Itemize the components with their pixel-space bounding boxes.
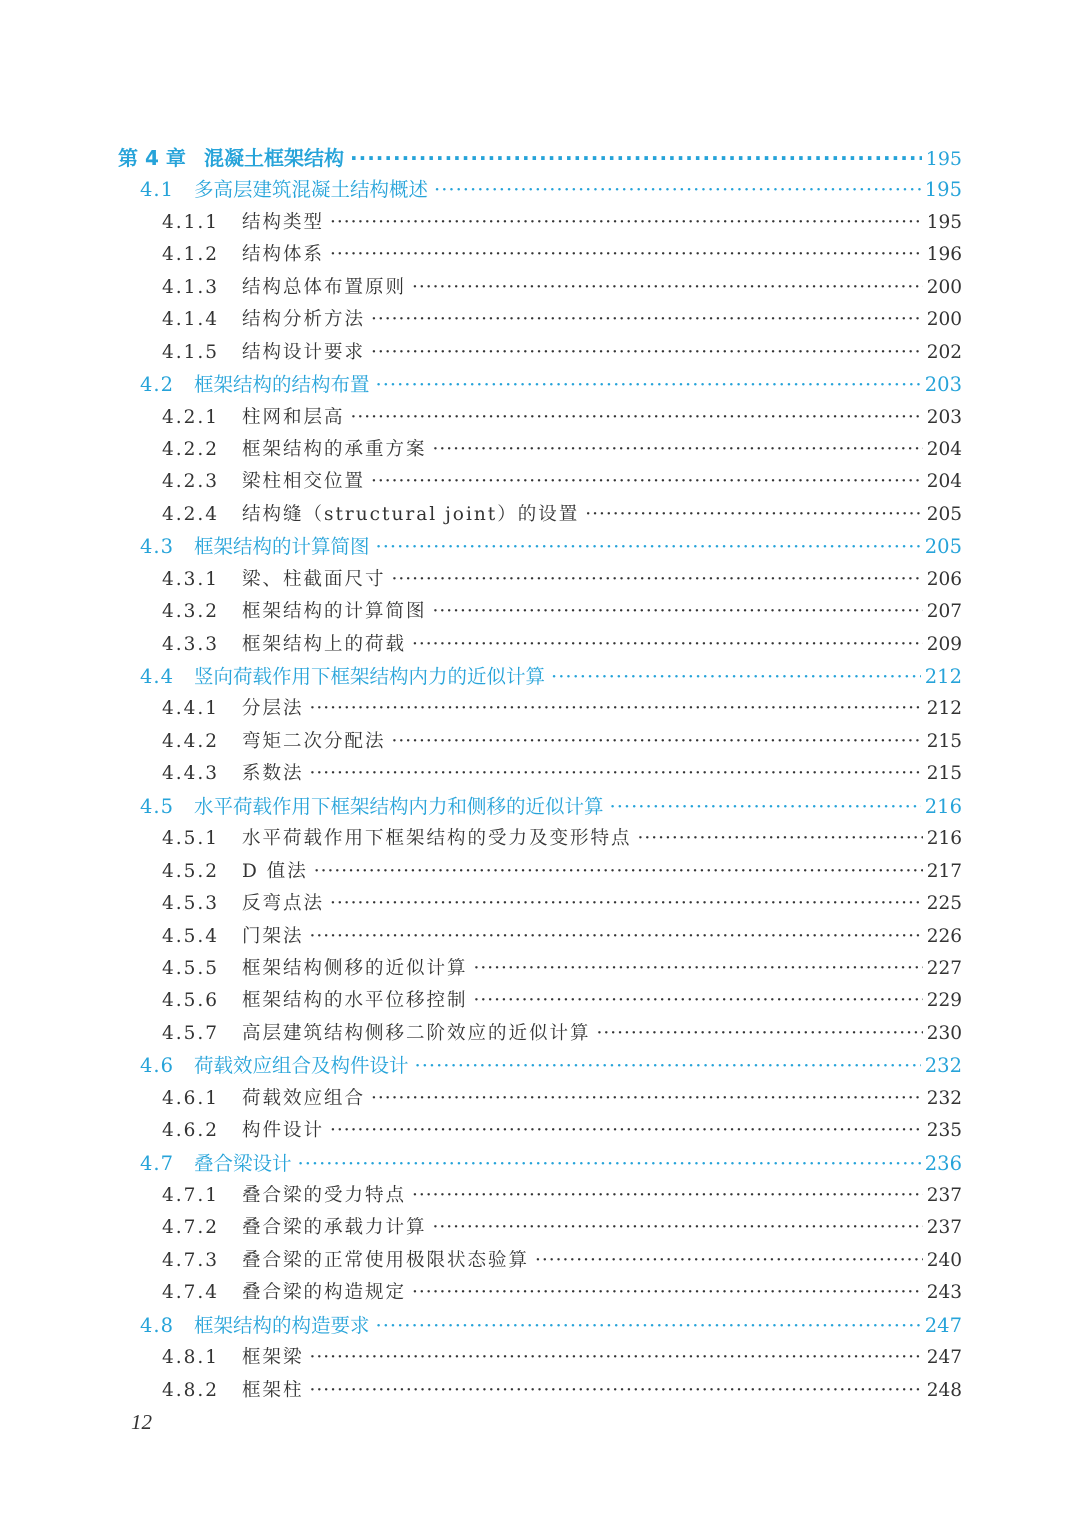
toc-entry-title: 反弯点法 bbox=[242, 893, 325, 915]
toc-entry-page: 236 bbox=[924, 1151, 962, 1175]
toc-entry-sub[interactable] bbox=[118, 1083, 962, 1115]
toc-entry-page: 202 bbox=[926, 341, 962, 363]
dot-leader bbox=[412, 272, 923, 304]
toc-entry-title: 分层法 bbox=[242, 698, 304, 720]
toc-entry-number: 4.4.2 bbox=[162, 730, 220, 752]
toc-entry-section[interactable] bbox=[118, 369, 962, 401]
toc-entry-number: 4.4 bbox=[140, 665, 175, 688]
toc-entry-title: 框架结构侧移的近似计算 bbox=[242, 957, 468, 979]
dot-leader bbox=[298, 1148, 921, 1180]
toc-entry-page: 203 bbox=[924, 373, 962, 397]
dot-leader bbox=[351, 402, 923, 434]
toc-entry-number: 4.3 bbox=[140, 535, 175, 559]
toc-entry-title: 结构体系 bbox=[242, 244, 325, 266]
dot-leader bbox=[415, 1050, 921, 1082]
dot-leader bbox=[392, 564, 923, 596]
toc-entry-title: 荷载效应组合 bbox=[242, 1087, 366, 1109]
toc-entry-sub[interactable] bbox=[118, 629, 962, 661]
toc-entry-page: 230 bbox=[926, 1022, 962, 1044]
toc-entry-number: 4.1 bbox=[140, 178, 175, 202]
toc-entry-title: 荷载效应组合及构件设计 bbox=[194, 1054, 409, 1078]
dot-leader bbox=[310, 758, 923, 790]
toc-entry-number: 4.1.2 bbox=[162, 244, 220, 266]
toc-entry-section[interactable] bbox=[118, 661, 962, 693]
toc-entry-number: 4.8 bbox=[140, 1313, 175, 1337]
toc-entry-section[interactable] bbox=[118, 791, 962, 823]
toc-entry-title: 系数法 bbox=[242, 763, 304, 785]
toc-entry-title: 框架柱 bbox=[242, 1379, 304, 1401]
toc-entry-sub[interactable] bbox=[118, 1277, 962, 1309]
toc-entry-page: 217 bbox=[926, 860, 962, 882]
dot-leader bbox=[330, 1115, 923, 1147]
toc-entry-title: 梁、柱截面尺寸 bbox=[242, 568, 386, 590]
toc-entry-number: 4.2 bbox=[140, 373, 175, 397]
toc-entry-sub[interactable] bbox=[118, 726, 962, 758]
toc-entry-sub[interactable] bbox=[118, 239, 962, 271]
toc-entry-section[interactable] bbox=[118, 1148, 962, 1180]
toc-entry-page: 204 bbox=[926, 438, 962, 460]
toc-entry-sub[interactable] bbox=[118, 1342, 962, 1374]
toc-entry-number: 4.2.4 bbox=[162, 503, 220, 525]
toc-entry-title: 多高层建筑混凝土结构概述 bbox=[194, 178, 429, 202]
dot-leader bbox=[371, 337, 923, 369]
toc-entry-page: 196 bbox=[926, 244, 962, 266]
toc-entry-number: 4.1.5 bbox=[162, 341, 220, 363]
toc-entry-title: 叠合梁的构造规定 bbox=[242, 1282, 407, 1304]
toc-entry-sub[interactable] bbox=[118, 1180, 962, 1212]
dot-leader bbox=[551, 661, 921, 693]
toc-entry-chapter[interactable] bbox=[118, 142, 962, 174]
toc-entry-title: 水平荷载作用下框架结构的受力及变形特点 bbox=[242, 828, 632, 850]
dot-leader bbox=[330, 239, 923, 271]
dot-leader bbox=[433, 596, 923, 628]
toc-entry-number: 4.8.2 bbox=[162, 1379, 220, 1401]
page-number: 12 bbox=[131, 1410, 152, 1434]
toc-entry-number: 4.1.3 bbox=[162, 276, 220, 298]
toc-entry-page: 195 bbox=[926, 211, 962, 233]
dot-leader bbox=[330, 888, 923, 920]
toc-entry-number: 4.4.3 bbox=[162, 763, 220, 785]
toc-entry-number: 4.6 bbox=[140, 1054, 175, 1078]
dot-leader bbox=[310, 921, 923, 953]
toc-entry-title: 框架结构的计算简图 bbox=[242, 601, 427, 623]
toc-entry-page: 237 bbox=[926, 1217, 962, 1239]
toc-entry-number: 4.7.4 bbox=[162, 1282, 220, 1304]
dot-leader bbox=[585, 499, 922, 531]
toc-entry-page: 229 bbox=[926, 990, 962, 1012]
toc-entry-title: 框架结构的计算简图 bbox=[194, 535, 370, 559]
toc-entry-sub[interactable] bbox=[118, 888, 962, 920]
toc-entry-page: 195 bbox=[925, 148, 962, 170]
toc-entry-title: 叠合梁的承载力计算 bbox=[242, 1217, 427, 1239]
toc-entry-sub[interactable] bbox=[118, 272, 962, 304]
toc-entry-title: D 值法 bbox=[242, 860, 308, 882]
toc-entry-title: 柱网和层高 bbox=[242, 406, 345, 428]
toc-entry-page: 247 bbox=[926, 1347, 962, 1369]
toc-entry-title: 构件设计 bbox=[242, 1120, 325, 1142]
toc-entry-number: 4.5 bbox=[140, 794, 175, 818]
toc-entry-title: 梁柱相交位置 bbox=[242, 471, 366, 493]
toc-entry-title: 高层建筑结构侧移二阶效应的近似计算 bbox=[242, 1022, 591, 1044]
toc-entry-sub[interactable] bbox=[118, 499, 962, 531]
toc-entry-page: 248 bbox=[926, 1379, 962, 1401]
dot-leader bbox=[310, 693, 923, 725]
dot-leader bbox=[371, 466, 923, 498]
toc-entry-number: 第 4 章 bbox=[118, 146, 186, 170]
toc-entry-page: 232 bbox=[924, 1054, 962, 1078]
toc-entry-page: 209 bbox=[926, 633, 962, 655]
toc-entry-page: 206 bbox=[926, 568, 962, 590]
toc-entry-title: 结构类型 bbox=[242, 211, 325, 233]
toc-entry-number: 4.6.2 bbox=[162, 1120, 220, 1142]
dot-leader bbox=[330, 207, 923, 239]
dot-leader bbox=[434, 174, 921, 206]
toc-entry-page: 195 bbox=[924, 178, 962, 202]
toc-entry-sub[interactable] bbox=[118, 1018, 962, 1050]
dot-leader bbox=[433, 1212, 923, 1244]
toc-entry-number: 4.2.3 bbox=[162, 471, 220, 493]
dot-leader bbox=[412, 1277, 923, 1309]
toc-entry-title: 框架结构上的荷载 bbox=[242, 633, 407, 655]
toc-entry-title: 叠合梁的受力特点 bbox=[242, 1185, 407, 1206]
toc-entry-title: 框架结构的结构布置 bbox=[194, 373, 370, 397]
toc-entry-page: 204 bbox=[926, 471, 962, 493]
toc-entry-title: 框架结构的水平位移控制 bbox=[242, 990, 468, 1012]
toc-entry-page: 247 bbox=[924, 1313, 962, 1337]
toc-entry-section[interactable] bbox=[118, 174, 962, 206]
toc-entry-sub[interactable] bbox=[118, 953, 962, 985]
toc-entry-title: 框架结构的承重方案 bbox=[242, 438, 427, 460]
toc-entry-title: 叠合梁设计 bbox=[194, 1151, 292, 1175]
dot-leader bbox=[412, 1180, 923, 1212]
toc-entry-page: 225 bbox=[926, 893, 962, 915]
toc-entry-number: 4.2.1 bbox=[162, 406, 220, 428]
toc-entry-number: 4.5.6 bbox=[162, 990, 220, 1012]
toc-entry-sub[interactable] bbox=[118, 985, 962, 1017]
toc-entry-number: 4.5.3 bbox=[162, 893, 220, 915]
dot-leader bbox=[310, 1342, 923, 1374]
toc-entry-number: 4.5.5 bbox=[162, 957, 220, 979]
toc-entry-title: 结构设计要求 bbox=[242, 341, 366, 363]
dot-leader bbox=[350, 142, 922, 174]
toc-entry-number: 4.8.1 bbox=[162, 1347, 220, 1369]
toc-entry-page: 235 bbox=[926, 1120, 962, 1142]
toc-entry-title: 水平荷载作用下框架结构内力和侧移的近似计算 bbox=[194, 794, 604, 818]
toc-entry-sub[interactable] bbox=[118, 921, 962, 953]
toc-entry-number: 4.7.2 bbox=[162, 1217, 220, 1239]
dot-leader bbox=[535, 1245, 923, 1277]
toc-entry-number: 4.2.2 bbox=[162, 438, 220, 460]
toc-entry-title: 框架结构的构造要求 bbox=[194, 1313, 370, 1337]
dot-leader bbox=[597, 1018, 923, 1050]
dot-leader bbox=[474, 985, 923, 1017]
toc-entry-section[interactable] bbox=[118, 531, 962, 563]
toc-entry-page: 216 bbox=[924, 794, 962, 818]
toc-entry-sub[interactable] bbox=[118, 207, 962, 239]
toc-entry-page: 215 bbox=[926, 763, 962, 785]
toc-entry-sub[interactable] bbox=[118, 596, 962, 628]
toc-entry-title: 结构总体布置原则 bbox=[242, 276, 407, 298]
toc-entry-title: 弯矩二次分配法 bbox=[242, 730, 386, 752]
toc-entry-number: 4.5.2 bbox=[162, 860, 220, 882]
toc-entry-page: 240 bbox=[926, 1249, 962, 1271]
dot-leader bbox=[638, 823, 923, 855]
toc-entry-page: 205 bbox=[926, 503, 962, 525]
toc-entry-sub[interactable] bbox=[118, 304, 962, 336]
toc-entry-sub[interactable] bbox=[118, 337, 962, 369]
dot-leader bbox=[310, 1375, 923, 1407]
dot-leader bbox=[610, 791, 921, 823]
table-of-contents bbox=[118, 142, 962, 1407]
toc-entry-page: 207 bbox=[926, 601, 962, 623]
toc-entry-page: 205 bbox=[924, 535, 962, 559]
dot-leader bbox=[371, 304, 923, 336]
toc-entry-sub[interactable] bbox=[118, 856, 962, 888]
toc-entry-page: 216 bbox=[926, 828, 962, 850]
toc-entry-sub[interactable] bbox=[118, 434, 962, 466]
toc-entry-number: 4.5.4 bbox=[162, 925, 220, 947]
toc-entry-number: 4.3.3 bbox=[162, 633, 220, 655]
toc-entry-number: 4.7.3 bbox=[162, 1249, 220, 1271]
toc-entry-page: 227 bbox=[926, 957, 962, 979]
toc-entry-sub[interactable] bbox=[118, 1245, 962, 1277]
dot-leader bbox=[433, 434, 923, 466]
toc-entry-page: 200 bbox=[926, 276, 962, 298]
toc-entry-page: 212 bbox=[924, 665, 962, 688]
toc-entry-sub[interactable] bbox=[118, 564, 962, 596]
toc-entry-title: 竖向荷载作用下框架结构内力的近似计算 bbox=[194, 665, 546, 688]
dot-leader bbox=[474, 953, 923, 985]
toc-entry-page: 226 bbox=[926, 925, 962, 947]
toc-entry-number: 4.5.1 bbox=[162, 828, 220, 850]
toc-entry-title: 框架梁 bbox=[242, 1347, 304, 1369]
toc-entry-title: 结构分析方法 bbox=[242, 309, 366, 331]
toc-entry-number: 4.4.1 bbox=[162, 698, 220, 720]
toc-entry-page: 215 bbox=[926, 730, 962, 752]
toc-entry-page: 232 bbox=[926, 1087, 962, 1109]
toc-entry-number: 4.6.1 bbox=[162, 1087, 220, 1109]
toc-entry-title: 混凝土框架结构 bbox=[204, 146, 344, 170]
dot-leader bbox=[371, 1083, 923, 1115]
toc-entry-page: 212 bbox=[926, 698, 962, 720]
toc-entry-page: 200 bbox=[926, 309, 962, 331]
toc-entry-section[interactable] bbox=[118, 1310, 962, 1342]
toc-entry-sub[interactable] bbox=[118, 1115, 962, 1147]
dot-leader bbox=[376, 369, 921, 401]
toc-entry-title: 门架法 bbox=[242, 925, 304, 947]
toc-entry-sub[interactable] bbox=[118, 1375, 962, 1407]
toc-entry-sub[interactable] bbox=[118, 693, 962, 725]
dot-leader bbox=[412, 629, 923, 661]
dot-leader bbox=[392, 726, 923, 758]
toc-entry-sub[interactable] bbox=[118, 1212, 962, 1244]
toc-entry-number: 4.1.1 bbox=[162, 211, 220, 233]
toc-entry-sub[interactable] bbox=[118, 402, 962, 434]
toc-entry-page: 237 bbox=[926, 1185, 962, 1206]
toc-entry-number: 4.7 bbox=[140, 1151, 175, 1175]
toc-entry-title: 结构缝（structural joint）的设置 bbox=[242, 503, 580, 525]
toc-entry-page: 203 bbox=[926, 406, 962, 428]
toc-entry-sub[interactable] bbox=[118, 466, 962, 498]
toc-entry-section[interactable] bbox=[118, 1050, 962, 1082]
toc-entry-sub[interactable] bbox=[118, 823, 962, 855]
toc-entry-number: 4.7.1 bbox=[162, 1185, 220, 1206]
toc-entry-title: 叠合梁的正常使用极限状态验算 bbox=[242, 1249, 530, 1271]
dot-leader bbox=[376, 1310, 921, 1342]
toc-entry-page: 243 bbox=[926, 1282, 962, 1304]
toc-entry-number: 4.3.1 bbox=[162, 568, 220, 590]
dot-leader bbox=[314, 856, 923, 888]
toc-entry-sub[interactable] bbox=[118, 758, 962, 790]
toc-entry-number: 4.3.2 bbox=[162, 601, 220, 623]
toc-entry-number: 4.1.4 bbox=[162, 309, 220, 331]
toc-entry-number: 4.5.7 bbox=[162, 1022, 220, 1044]
dot-leader bbox=[376, 531, 921, 563]
